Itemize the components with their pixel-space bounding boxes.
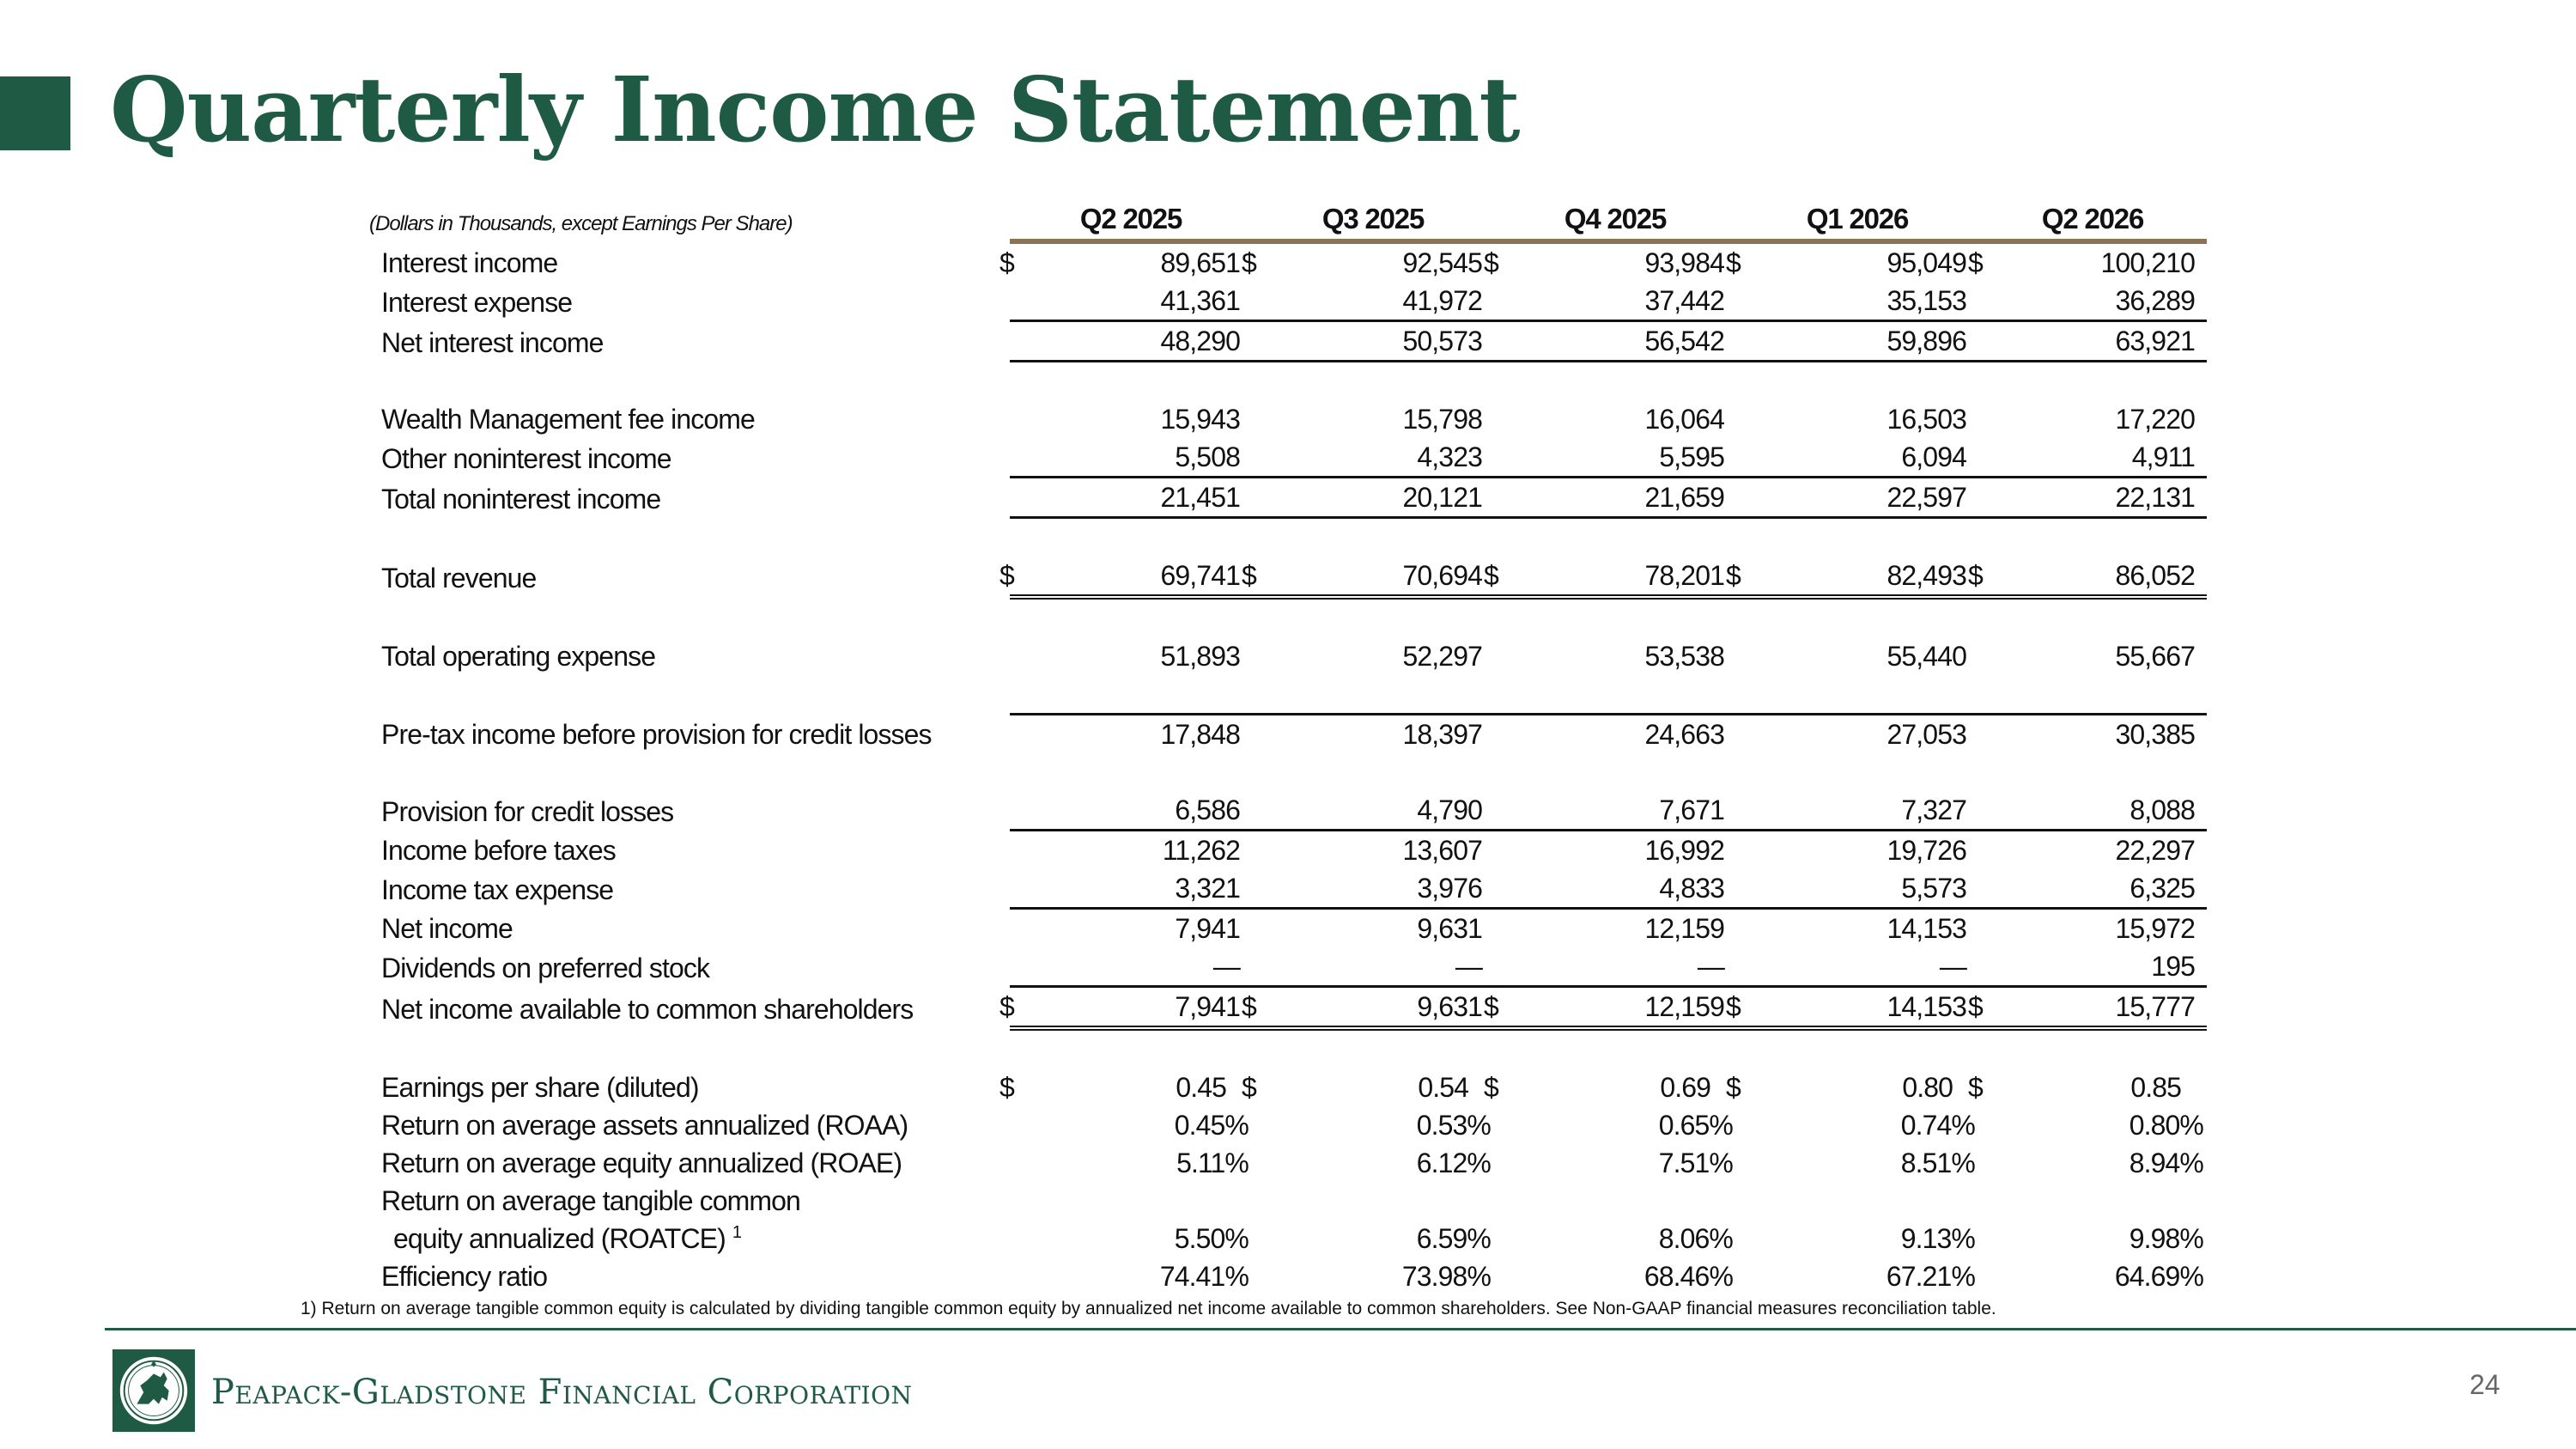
table-cell: [1494, 831, 1736, 870]
table-cell: [1978, 791, 2207, 831]
cell-value: 9.13%: [1900, 1223, 1975, 1254]
table-cell: [1252, 1106, 1494, 1144]
cell-value: —: [1939, 951, 1966, 982]
cell-value: 56,542: [1644, 326, 1724, 356]
currency-symbol: $: [1726, 991, 1741, 1022]
table-cell: [1494, 1106, 1736, 1144]
table-cell: [1978, 438, 2207, 478]
table-cell: [1252, 1144, 1494, 1182]
cell-value: 53,538: [1644, 641, 1724, 672]
cell-value: —: [1212, 951, 1240, 982]
table-row: [369, 987, 2207, 1029]
cell-value: 64.69%: [2114, 1261, 2203, 1292]
table-cell: [1252, 1182, 1494, 1257]
cell-value: 78,201: [1644, 560, 1724, 591]
table-row: [369, 241, 2207, 282]
cell-value: 12,159: [1644, 913, 1724, 944]
cell-value: 195: [2151, 951, 2195, 982]
row-label: Interest income: [381, 247, 558, 278]
row-label: Efficiency ratio: [381, 1261, 548, 1292]
table-cell: [1494, 321, 1736, 362]
table-cell: [1494, 869, 1736, 909]
table-cell: [1494, 400, 1736, 438]
row-label: Other noninterest income: [381, 442, 671, 474]
currency-symbol: $: [1484, 991, 1498, 1022]
cell-value: 22,597: [1886, 482, 1966, 513]
cell-value: 0.53%: [1416, 1110, 1491, 1141]
table-cell: [1484, 987, 1736, 1029]
cell-value: 48,290: [1160, 326, 1240, 356]
table-cell: [1252, 478, 1494, 518]
cell-value: 6,586: [1175, 795, 1240, 825]
cell-value: 86,052: [2115, 560, 2195, 591]
table-cell: [1494, 1144, 1736, 1182]
table-row: [369, 1068, 2207, 1106]
row-label: Income before taxes: [381, 835, 616, 866]
table-cell: [1252, 321, 1494, 362]
cell-value: 0.74%: [1900, 1110, 1975, 1141]
table-cell: [1726, 241, 1978, 282]
cell-value: 21,659: [1644, 482, 1724, 513]
table-cell: [1736, 1144, 1978, 1182]
table-cell: [1010, 400, 1252, 438]
table-cell: [1978, 947, 2207, 987]
cell-value: 67.21%: [1886, 1261, 1975, 1292]
table-cell: [1010, 478, 1252, 518]
currency-symbol: $: [1726, 560, 1741, 591]
table-cell: [1726, 1068, 1978, 1106]
cell-value: 14,153: [1886, 991, 1966, 1022]
cell-value: 70,694: [1402, 560, 1482, 591]
table-cell: [1252, 637, 1494, 675]
table-cell: [1736, 947, 1978, 987]
table-cell: [1242, 557, 1494, 597]
table-cell: [1010, 1144, 1252, 1182]
table-caption: (Dollars in Thousands, except Earnings Per Share): [369, 212, 793, 235]
cell-value: 8.51%: [1900, 1148, 1975, 1178]
table-cell: [1736, 321, 1978, 362]
table-cell: [1494, 909, 1736, 948]
table-cell: [1726, 557, 1978, 597]
table-cell: [1494, 715, 1736, 754]
cell-value: 9,631: [1417, 991, 1482, 1022]
table-cell: [1252, 715, 1494, 754]
cell-value: 15,798: [1402, 404, 1482, 435]
table-cell: [999, 241, 1252, 282]
table-cell: [1494, 438, 1736, 478]
cell-value: 92,545: [1402, 247, 1482, 278]
cell-value: 19,726: [1886, 835, 1966, 866]
cell-value: 30,385: [2115, 719, 2195, 750]
cell-value: 0.54: [1418, 1072, 1468, 1103]
cell-value: 37,442: [1644, 285, 1724, 316]
cell-value: 16,064: [1644, 404, 1724, 435]
cell-value: 0.85: [2130, 1072, 2181, 1103]
table-cell: [1978, 321, 2207, 362]
row-label: Total operating expense: [381, 641, 656, 672]
table-cell: [1010, 791, 1252, 831]
cell-value: 15,777: [2115, 991, 2195, 1022]
cell-value: 0.69: [1660, 1072, 1710, 1103]
cell-value: 50,573: [1402, 326, 1482, 356]
table-row: [369, 909, 2207, 948]
spacer-row: [369, 675, 2207, 715]
currency-symbol: $: [999, 1072, 1014, 1103]
cell-value: 7,327: [1901, 795, 1966, 825]
table-cell: [1010, 1182, 1252, 1257]
cell-value: 3,976: [1417, 873, 1482, 904]
cell-value: 82,493: [1886, 560, 1966, 591]
currency-symbol: $: [999, 991, 1014, 1022]
footnote: 1) Return on average tangible common equity is calculated by dividing tangible common equity by annualized net income available to common shareholders. See Non-GAAP financial measures reconciliation table.: [301, 1299, 1996, 1318]
cell-value: 8,088: [2129, 795, 2195, 825]
currency-symbol: $: [1242, 991, 1256, 1022]
table-cell: [1726, 987, 1978, 1029]
cell-value: 14,153: [1886, 913, 1966, 944]
table-cell: [1968, 557, 2207, 597]
row-label: Interest expense: [381, 286, 573, 318]
currency-symbol: $: [1968, 247, 1983, 278]
table-cell: [1494, 1257, 1736, 1295]
table-row: [369, 791, 2207, 831]
cell-value: 59,896: [1886, 326, 1966, 356]
table-cell: [1010, 1106, 1252, 1144]
cell-value: 4,323: [1417, 441, 1482, 472]
table-cell: [1978, 400, 2207, 438]
row-label: Total noninterest income: [381, 483, 661, 514]
cell-value: —: [1455, 951, 1482, 982]
page-number: 24: [2470, 1369, 2500, 1400]
cell-value: 27,053: [1886, 719, 1966, 750]
cell-value: 7,671: [1659, 795, 1724, 825]
currency-symbol: $: [1726, 247, 1741, 278]
currency-symbol: $: [1968, 560, 1983, 591]
table-cell: [1252, 869, 1494, 909]
table-cell: [1736, 715, 1978, 754]
column-header-q4-2025: Q4 2025: [1494, 184, 1736, 241]
cell-value: 7.51%: [1658, 1148, 1733, 1178]
currency-symbol: $: [1484, 1072, 1498, 1103]
row-label-line2: equity annualized (ROATCE): [393, 1223, 726, 1254]
spacer-row: [369, 362, 2207, 401]
table-row: [369, 1106, 2207, 1144]
cell-value: 0.80: [1902, 1072, 1953, 1103]
table-cell: [1252, 438, 1494, 478]
table-cell: [1010, 1257, 1252, 1295]
table-row: [369, 715, 2207, 754]
cell-value: 69,741: [1160, 560, 1240, 591]
cell-value: 9,631: [1417, 913, 1482, 944]
cell-value: 11,262: [1162, 835, 1240, 866]
cell-value: 8.06%: [1658, 1223, 1733, 1254]
table-cell: [1736, 637, 1978, 675]
table-cell: [1494, 478, 1736, 518]
table-cell: [999, 1068, 1252, 1106]
table-cell: [1484, 1068, 1736, 1106]
row-label: Dividends on preferred stock: [381, 952, 710, 983]
cell-value: 5.50%: [1174, 1223, 1249, 1254]
row-label: Net income: [381, 913, 513, 944]
cell-value: 7,941: [1175, 991, 1240, 1022]
table-cell: [1242, 987, 1494, 1029]
table-cell: [1978, 478, 2207, 518]
table-cell: [1484, 557, 1736, 597]
cell-value: 73.98%: [1401, 1261, 1491, 1292]
table-cell: [1242, 241, 1494, 282]
cell-value: 93,984: [1644, 247, 1724, 278]
cell-value: 100,210: [2100, 247, 2195, 278]
row-label: Pre-tax income before provision for credit losses: [381, 719, 932, 750]
table-row: [369, 1182, 2207, 1257]
cell-value: 6,094: [1901, 441, 1966, 472]
cell-value: 21,451: [1160, 482, 1240, 513]
cell-value: 0.45: [1176, 1072, 1226, 1103]
table-cell: [1978, 282, 2207, 321]
table-cell: [1978, 831, 2207, 870]
cell-value: 20,121: [1402, 482, 1482, 513]
table-cell: [1968, 987, 2207, 1029]
table-cell: [1252, 831, 1494, 870]
cell-value: 7,941: [1175, 913, 1240, 944]
currency-symbol: $: [1484, 560, 1498, 591]
income-statement-table: [369, 184, 2207, 1295]
cell-value: 6.59%: [1416, 1223, 1491, 1254]
row-label: Income tax expense: [381, 874, 614, 905]
footer-rule: [105, 1328, 2576, 1330]
currency-symbol: $: [1242, 560, 1256, 591]
currency-symbol: $: [1484, 247, 1498, 278]
cell-value: 0.45%: [1174, 1110, 1249, 1141]
table-cell: [1252, 282, 1494, 321]
company-name: Peapack-Gladstone Financial Corporation: [211, 1373, 913, 1412]
cell-value: 5,508: [1175, 441, 1240, 472]
table-cell: [1978, 909, 2207, 948]
table-cell: [1010, 947, 1252, 987]
cell-value: 68.46%: [1643, 1261, 1733, 1292]
currency-symbol: $: [1242, 247, 1256, 278]
table-row: [369, 557, 2207, 597]
row-label: Return on average assets annualized (ROAA): [381, 1110, 908, 1141]
table-cell: [1494, 1182, 1736, 1257]
table-cell: [1010, 321, 1252, 362]
table-row: [369, 1257, 2207, 1295]
table-cell: [1010, 909, 1252, 948]
cell-value: 55,667: [2115, 641, 2195, 672]
cell-value: 41,361: [1160, 285, 1240, 316]
cell-value: 5,573: [1901, 873, 1966, 904]
table-cell: [1736, 791, 1978, 831]
table-cell: [1978, 1182, 2207, 1257]
table-cell: [1252, 791, 1494, 831]
table-cell: [1484, 241, 1736, 282]
table-cell: [1978, 637, 2207, 675]
cell-value: 51,893: [1160, 641, 1240, 672]
currency-symbol: $: [1968, 991, 1983, 1022]
table-cell: [1252, 400, 1494, 438]
table-cell: [1736, 831, 1978, 870]
cell-value: 89,651: [1160, 247, 1240, 278]
table-cell: [1736, 282, 1978, 321]
table-row: [369, 282, 2207, 321]
row-label: Net interest income: [381, 326, 604, 358]
cell-value: 22,297: [2115, 835, 2195, 866]
table-cell: [1010, 715, 1252, 754]
table-cell: [1978, 1144, 2207, 1182]
cell-value: 13,607: [1402, 835, 1482, 866]
cell-value: 3,321: [1175, 873, 1240, 904]
table-cell: [1252, 909, 1494, 948]
table-row: [369, 438, 2207, 478]
table-cell: [1494, 637, 1736, 675]
column-header-q3-2025: Q3 2025: [1252, 184, 1494, 241]
table-row: [369, 831, 2207, 870]
table-cell: [1978, 715, 2207, 754]
table-cell: [1968, 241, 2207, 282]
row-label: Return on average equity annualized (ROAE): [381, 1148, 902, 1178]
table-cell: [999, 557, 1252, 597]
table-cell: [1736, 1257, 1978, 1295]
table-cell: [1736, 478, 1978, 518]
cell-value: 17,848: [1160, 719, 1240, 750]
table-cell: [1494, 791, 1736, 831]
cell-value: 5,595: [1659, 441, 1724, 472]
cell-value: 0.65%: [1658, 1110, 1733, 1141]
cell-value: 18,397: [1402, 719, 1482, 750]
cell-value: —: [1697, 951, 1724, 982]
table-row: [369, 869, 2207, 909]
table-cell: [1010, 438, 1252, 478]
cell-value: 36,289: [2115, 285, 2195, 316]
row-label: Provision for credit losses: [381, 795, 674, 827]
table-cell: [1736, 909, 1978, 948]
page-title: Quarterly Income Statement: [110, 57, 1520, 162]
table-cell: [1010, 831, 1252, 870]
table-cell: [1252, 947, 1494, 987]
cell-value: 6,325: [2129, 873, 2195, 904]
cell-value: 4,911: [2131, 441, 2195, 472]
row-label-line1: Return on average tangible common: [381, 1185, 800, 1216]
cell-value: 95,049: [1886, 247, 1966, 278]
table-cell: [1242, 1068, 1494, 1106]
currency-symbol: $: [1242, 1072, 1256, 1103]
column-header-q2-2026: Q2 2026: [1978, 184, 2207, 241]
column-header-q2-2025: Q2 2025: [1010, 184, 1252, 241]
title-accent-square: [0, 76, 70, 150]
cell-value: 5.11%: [1176, 1148, 1249, 1178]
cell-value: 15,972: [2115, 913, 2195, 944]
cell-value: 41,972: [1402, 285, 1482, 316]
cell-value: 12,159: [1644, 991, 1724, 1022]
table-cell: [1010, 637, 1252, 675]
currency-symbol: $: [1726, 1072, 1741, 1103]
cell-value: 17,220: [2115, 404, 2195, 435]
currency-symbol: $: [999, 560, 1014, 591]
spacer-row: [369, 597, 2207, 637]
table-cell: [1736, 1106, 1978, 1144]
cell-value: 16,992: [1644, 835, 1724, 866]
table-cell: [1736, 400, 1978, 438]
cell-value: 22,131: [2115, 482, 2195, 513]
cell-value: 55,440: [1886, 641, 1966, 672]
table-cell: [1978, 869, 2207, 909]
table-header-row: [369, 184, 2207, 241]
table-cell: [1494, 947, 1736, 987]
table-cell: [1252, 1257, 1494, 1295]
table-cell: [1736, 1182, 1978, 1257]
cell-value: 24,663: [1644, 719, 1724, 750]
table-cell: [1494, 282, 1736, 321]
currency-symbol: $: [1968, 1072, 1983, 1103]
column-header-q1-2026: Q1 2026: [1736, 184, 1978, 241]
table-cell: [999, 987, 1252, 1029]
company-logo-icon: [112, 1349, 196, 1433]
cell-value: 4,790: [1417, 795, 1482, 825]
table-row: [369, 637, 2207, 675]
cell-value: 6.12%: [1416, 1148, 1491, 1178]
cell-value: 52,297: [1402, 641, 1482, 672]
cell-value: 9.98%: [2129, 1223, 2203, 1254]
row-label: Total revenue: [381, 563, 537, 594]
spacer-row: [369, 518, 2207, 557]
cell-value: 63,921: [2115, 326, 2195, 356]
currency-symbol: $: [999, 247, 1014, 278]
table-cell: [1978, 1257, 2207, 1295]
table-cell: [1010, 282, 1252, 321]
cell-value: 0.80%: [2129, 1110, 2203, 1141]
spacer-row: [369, 1028, 2207, 1068]
footnote-marker: 1: [732, 1223, 742, 1243]
cell-value: 8.94%: [2129, 1148, 2203, 1178]
cell-value: 16,503: [1886, 404, 1966, 435]
table-cell: [1010, 869, 1252, 909]
table-row: [369, 400, 2207, 438]
row-label: [369, 1182, 1010, 1257]
row-label: Net income available to common shareholders: [381, 994, 914, 1025]
cell-value: 74.41%: [1159, 1261, 1249, 1292]
row-label: Wealth Management fee income: [381, 404, 755, 435]
cell-value: 4,833: [1659, 873, 1724, 904]
table-cell: [1736, 869, 1978, 909]
table-cell: [1978, 1106, 2207, 1144]
table-row: [369, 1144, 2207, 1182]
table-cell: [1736, 438, 1978, 478]
row-label: Earnings per share (diluted): [381, 1072, 699, 1103]
table-row: [369, 478, 2207, 518]
spacer-row: [369, 753, 2207, 791]
table-cell: [1968, 1068, 2207, 1106]
table-row: [369, 947, 2207, 987]
table-row: [369, 321, 2207, 362]
cell-value: 35,153: [1886, 285, 1966, 316]
cell-value: 15,943: [1160, 404, 1240, 435]
